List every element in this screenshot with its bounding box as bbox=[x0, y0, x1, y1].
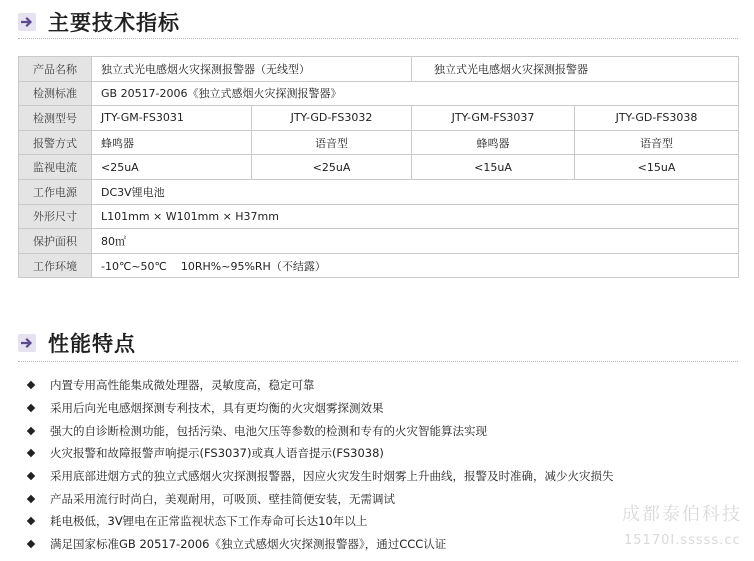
arrow-right-icon bbox=[18, 334, 36, 352]
table-cell: <15uA bbox=[412, 155, 575, 180]
feature-text: 火灾报警和故障报警声响提示(FS3037)或真人语音提示(FS3038) bbox=[50, 446, 384, 461]
table-cell: 语音型 bbox=[575, 130, 739, 155]
table-cell: L101mm × W101mm × H37mm bbox=[92, 204, 739, 229]
table-cell: -10℃~50℃ 10RH%~95%RH（不结露） bbox=[92, 253, 739, 278]
row-label: 检测型号 bbox=[19, 106, 92, 131]
row-label: 工作环境 bbox=[19, 253, 92, 278]
feature-text: 内置专用高性能集成微处理器，灵敏度高，稳定可靠 bbox=[50, 378, 315, 393]
table-cell: <25uA bbox=[92, 155, 252, 180]
feature-text: 强大的自诊断检测功能，包括污染、电池欠压等参数的检测和专有的火灾智能算法实现 bbox=[50, 423, 487, 438]
list-item bbox=[24, 419, 744, 442]
table-row bbox=[19, 106, 739, 131]
divider bbox=[18, 361, 738, 362]
watermark-text: 15170I.sssss.cc bbox=[624, 533, 741, 548]
divider bbox=[18, 38, 738, 39]
feature-list bbox=[24, 374, 744, 556]
table-row bbox=[19, 81, 739, 106]
bullet-diamond-icon bbox=[27, 472, 35, 480]
table-cell: JTY-GM-FS3037 bbox=[412, 106, 575, 131]
bullet-diamond-icon bbox=[27, 404, 35, 412]
row-label: 保护面积 bbox=[19, 229, 92, 254]
table-cell: JTY-GD-FS3038 bbox=[575, 106, 739, 131]
table-row bbox=[19, 229, 739, 254]
feature-text: 采用后向光电感烟探测专利技术，具有更均衡的火灾烟雾探测效果 bbox=[50, 401, 384, 416]
table-cell: <15uA bbox=[575, 155, 739, 180]
bullet-diamond-icon bbox=[27, 449, 35, 457]
table-cell: JTY-GM-FS3031 bbox=[92, 106, 252, 131]
arrow-right-icon bbox=[18, 13, 36, 31]
spec-table bbox=[18, 56, 739, 278]
table-cell: JTY-GD-FS3032 bbox=[252, 106, 412, 131]
bullet-diamond-icon bbox=[27, 540, 35, 548]
table-cell: 80㎡ bbox=[92, 229, 739, 254]
row-label: 检测标准 bbox=[19, 81, 92, 106]
row-label: 报警方式 bbox=[19, 130, 92, 155]
table-row bbox=[19, 57, 739, 82]
feature-text: 产品采用流行时尚白，美观耐用，可吸顶、壁挂简便安装，无需调试 bbox=[50, 491, 395, 506]
table-cell: 蜂鸣器 bbox=[92, 130, 252, 155]
row-label: 工作电源 bbox=[19, 179, 92, 204]
watermark-text: 成都泰伯科技 bbox=[622, 504, 742, 525]
section-title-features: 性能特点 bbox=[48, 332, 136, 356]
feature-text: 满足国家标准GB 20517-2006《独立式感烟火灾探测报警器》，通过CCC认证 bbox=[50, 537, 447, 552]
table-cell: 蜂鸣器 bbox=[412, 130, 575, 155]
list-item bbox=[24, 442, 744, 465]
bullet-diamond-icon bbox=[27, 495, 35, 503]
bullet-diamond-icon bbox=[27, 517, 35, 525]
table-cell: 独立式光电感烟火灾探测报警器 bbox=[412, 57, 739, 82]
table-cell: 独立式光电感烟火灾探测报警器（无线型） bbox=[92, 57, 412, 82]
row-label: 外形尺寸 bbox=[19, 204, 92, 229]
feature-text: 采用底部进烟方式的独立式感烟火灾探测报警器，因应火灾发生时烟雾上升曲线，报警及时准确，减少火灾损失 bbox=[50, 469, 614, 484]
bullet-diamond-icon bbox=[27, 381, 35, 389]
table-row bbox=[19, 204, 739, 229]
list-item bbox=[24, 397, 744, 420]
table-cell: <25uA bbox=[252, 155, 412, 180]
section-title-specs: 主要技术指标 bbox=[48, 11, 180, 35]
table-row bbox=[19, 179, 739, 204]
feature-text: 耗电极低，3V锂电在正常监视状态下工作寿命可长达10年以上 bbox=[50, 514, 368, 529]
table-cell: 语音型 bbox=[252, 130, 412, 155]
section-header-specs bbox=[18, 7, 180, 37]
table-cell: GB 20517-2006《独立式感烟火灾探测报警器》 bbox=[92, 81, 739, 106]
row-label: 产品名称 bbox=[19, 57, 92, 82]
row-label: 监视电流 bbox=[19, 155, 92, 180]
list-item bbox=[24, 465, 744, 488]
table-cell: DC3V锂电池 bbox=[92, 179, 739, 204]
bullet-diamond-icon bbox=[27, 426, 35, 434]
list-item bbox=[24, 374, 744, 397]
table-row bbox=[19, 253, 739, 278]
table-row bbox=[19, 130, 739, 155]
table-row bbox=[19, 155, 739, 180]
section-header-features bbox=[18, 328, 136, 358]
